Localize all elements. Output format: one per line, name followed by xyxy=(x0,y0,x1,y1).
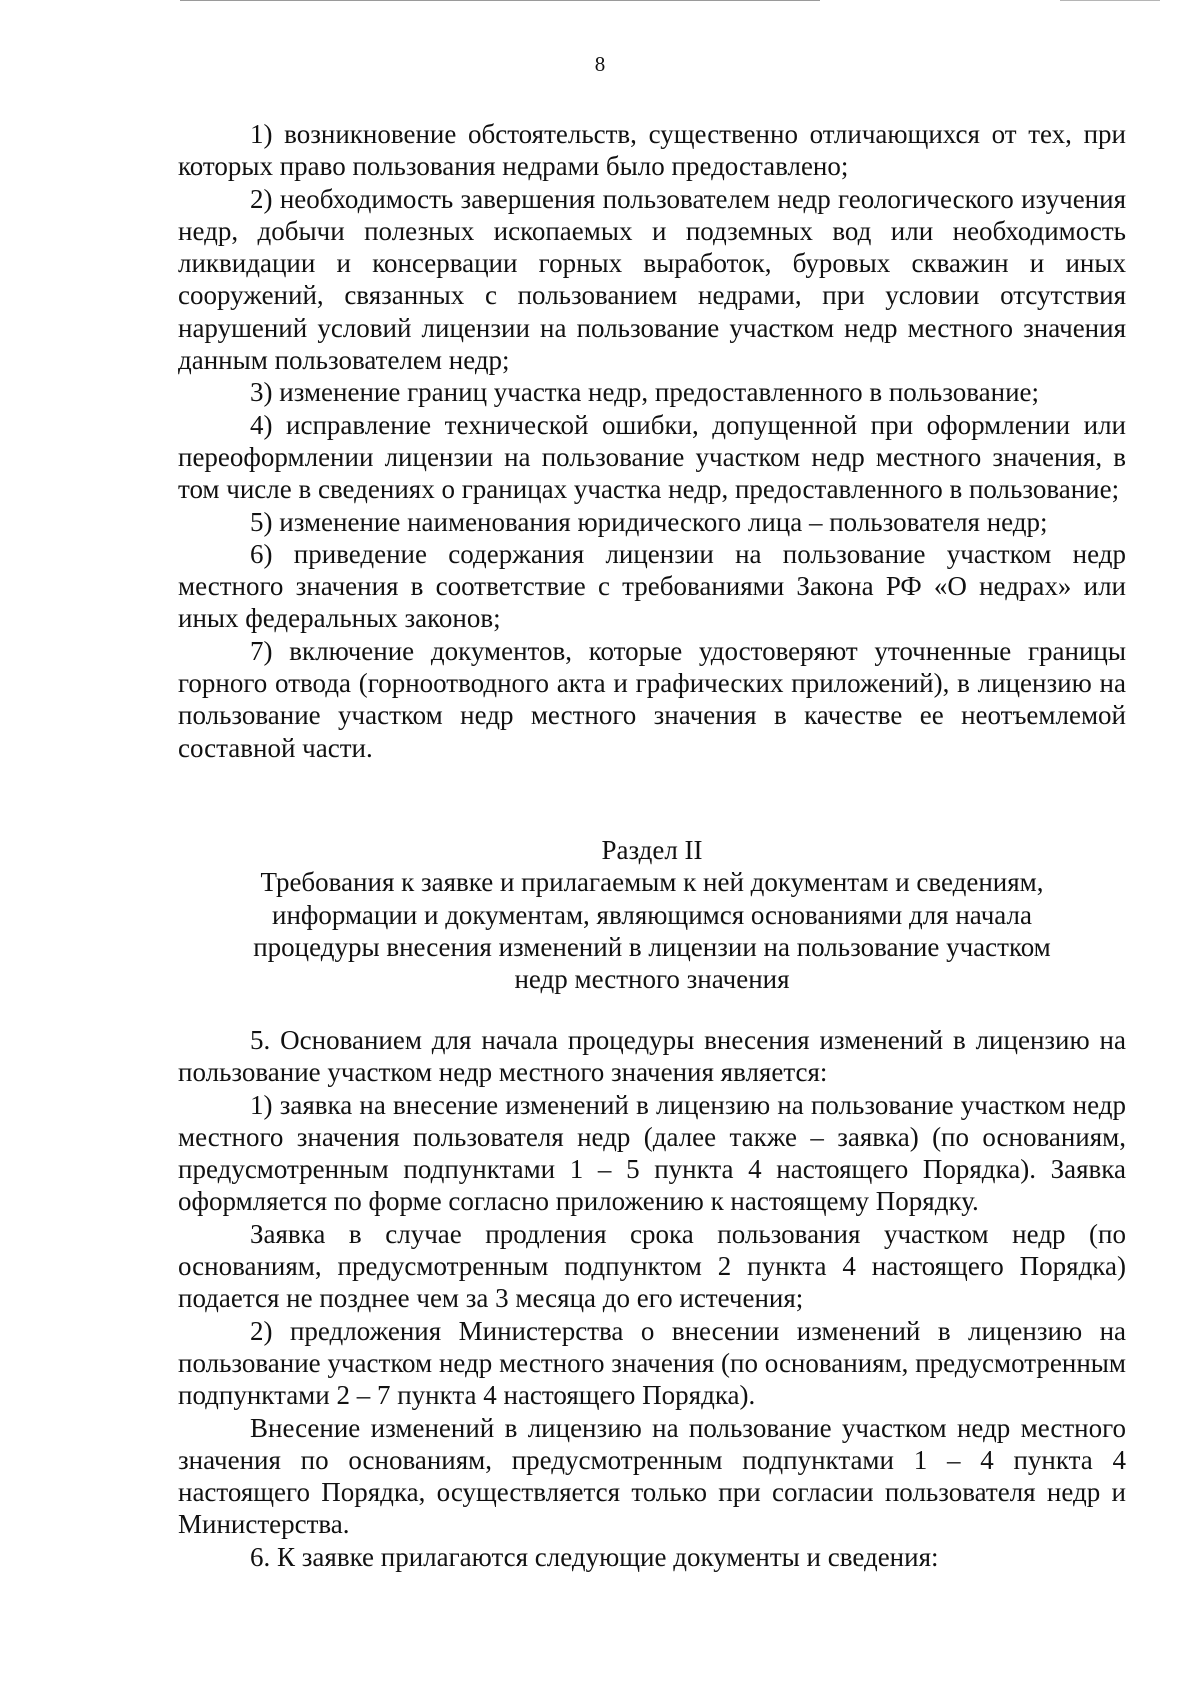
scan-edge-line xyxy=(180,0,820,1)
scan-edge-line-right xyxy=(1060,0,1160,1)
section-title: Требования к заявке и прилагаемым к ней документам и сведениям, информации и документам, являющимся основаниями для начала процедуры внесения изменений в лицензии на пользование участком недр местного значения xyxy=(253,867,1051,995)
list-item: 3) изменение границ участка недр, предоставленного в пользование; xyxy=(250,377,1039,408)
list-item: 5) изменение наименования юридического лица – пользователя недр; xyxy=(250,506,1048,537)
paragraph: 6. К заявке прилагаются следующие документы и сведения: xyxy=(250,1541,939,1572)
paragraph: 2) предложения Министерства о внесении изменений в лицензию на пользование участком недр местного значения (по основаниям, предусмотренным подпунктами 2 – 7 пункта 4 настоящего Порядка). xyxy=(178,1315,1126,1411)
list-item: 6) приведение содержания лицензии на пользование участком недр местного значения в соответствие с требованиями Закона РФ «О недрах» или иных федеральных законов; xyxy=(178,538,1126,634)
paragraph: Внесение изменений в лицензию на пользование участком недр местного значения по основаниям, предусмотренным подпунктами 1 – 4 пункта 4 настоящего Порядка, осуществляется только при согласии пользователя недр и Министерства. xyxy=(178,1412,1126,1540)
page-number: 8 xyxy=(594,52,606,76)
list-item: 2) необходимость завершения пользователем недр геологического изучения недр, добычи полезных ископаемых и подземных вод или необходимость ликвидации и консервации горных выработок, буровых скважин и иных сооружений, связанных с пользованием недрами, при условии отсутствия нарушений условий лицензии на пользование участком недр местного значения данным пользователем недр; xyxy=(178,183,1126,376)
paragraph: 5. Основанием для начала процедуры внесения изменений в лицензию на пользование участком недр местного значения является: xyxy=(178,1025,1126,1088)
list-item: 1) возникновение обстоятельств, существенно отличающихся от тех, при которых право пользования недрами было предоставлено; xyxy=(178,119,1126,182)
list-item: 4) исправление технической ошибки, допущенной при оформлении или переоформлении лицензии на пользование участком недр местного значения, в том числе в сведениях о границах участка недр, предоставленного в пользование; xyxy=(178,409,1126,505)
section-heading xyxy=(178,834,1126,995)
section-label: Раздел II xyxy=(601,835,703,865)
paragraph: 1) заявка на внесение изменений в лицензию на пользование участком недр местного значения пользователя недр (далее также – заявка) (по основаниям, предусмотренным подпунктами 1 – 5 пункта 4 настоящего Порядка). Заявка оформляется по форме согласно приложению к настоящему Порядку. xyxy=(178,1089,1126,1217)
paragraph: Заявка в случае продления срока пользования участком недр (по основаниям, предусмотренным подпунктом 2 пункта 4 настоящего Порядка) подается не позднее чем за 3 месяца до его истечения; xyxy=(178,1218,1126,1314)
section-body xyxy=(178,1024,1126,1573)
list-item: 7) включение документов, которые удостоверяют уточненные границы горного отвода (горноотводного акта и графических приложений), в лицензию на пользование участком недр местного значения в качестве ее неотъемлемой составной части. xyxy=(178,635,1126,763)
grounds-list xyxy=(178,118,1126,764)
